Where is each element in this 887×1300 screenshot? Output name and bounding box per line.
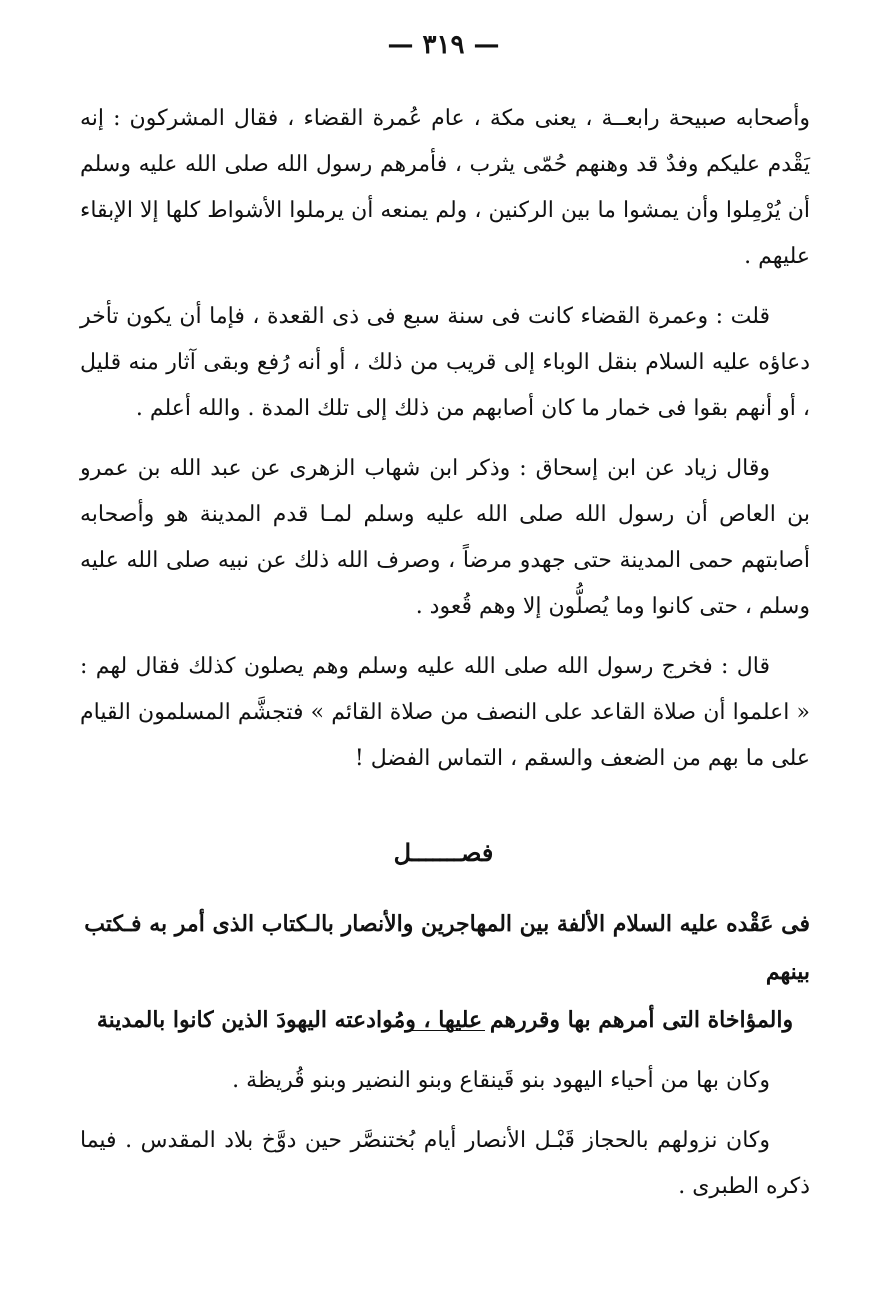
paragraph: قلت : وعمرة القضاء كانت فى سنة سبع فى ذى القعدة ، فإما أن يكون تأخر دعاؤه عليه السلام بنقل الوباء إلى قريب من ذلك ، أو أنه رُفع وبقى آثار منه قليل ، أو أنهم بقوا فى خمار ما كان أصابهم من ذلك إلى تلك المدة . والله أعلم . (80, 304, 810, 421)
section-subtitle-line: والمؤاخاة التى أمرهم بها وقررهم عليها ، ومُوادعته اليهودَ الذين كانوا بالمدينة (96, 1007, 794, 1033)
section-subtitle (80, 900, 810, 1044)
paragraph: وأصحابه صبيحة رابعــة ، يعنى مكة ، عام عُمرة القضاء ، فقال المشركون : إنه يَقْدم عليكم وفدٌ قد وهنهم حُمّى يثرب ، فأمرهم رسول الله صلى الله عليه وسلم أن يُرْمِلوا وأن يمشوا ما بين الركنين ، ولم يمنعه أن يرملوا الأشواط كلها إلا الإبقاء عليهم . (80, 106, 810, 269)
page-number: — ٣١٩ — (387, 30, 500, 60)
paragraph: وكان نزولهم بالحجاز قَبْـل الأنصار أيام بُختنصَّر حين دوَّخ بلاد المقدس . فيما ذكره الطبرى . (80, 1128, 810, 1199)
section-heading: فصـــــــل (393, 838, 494, 867)
paragraph: قال : فخرج رسول الله صلى الله عليه وسلم وهم يصلون كذلك فقال لهم : « اعلموا أن صلاة القاعد على النصف من صلاة القائم » فتجشَّم المسلمون القيام على ما بهم من الضعف والسقم ، التماس الفضل ! (80, 654, 810, 771)
main-text-top (80, 96, 810, 796)
paragraph: وكان بها من أحياء اليهود بنو قَينقاع وبنو النضير وبنو قُريظة . (232, 1068, 770, 1093)
paragraph: وقال زياد عن ابن إسحاق : وذكر ابن شهاب الزهرى عن عبد الله بن عمرو بن العاص أن رسول الله صلى الله عليه وسلم لمـا قدم المدينة هو وأصحابه أصابتهم حمى المدينة حتى جهدو مرضاً ، وصرف الله ذلك عن نبيه صلى الله عليه وسلم ، حتى كانوا وما يُصلُّون إلا وهم قُعود . (80, 456, 810, 619)
main-text-bottom (80, 1058, 810, 1224)
section-subtitle-line: فى عَقْده عليه السلام الألفة بين المهاجرين والأنصار بالـكتاب الذى أمر به فـكتب بينهم (84, 911, 810, 985)
section-divider (405, 1030, 485, 1031)
